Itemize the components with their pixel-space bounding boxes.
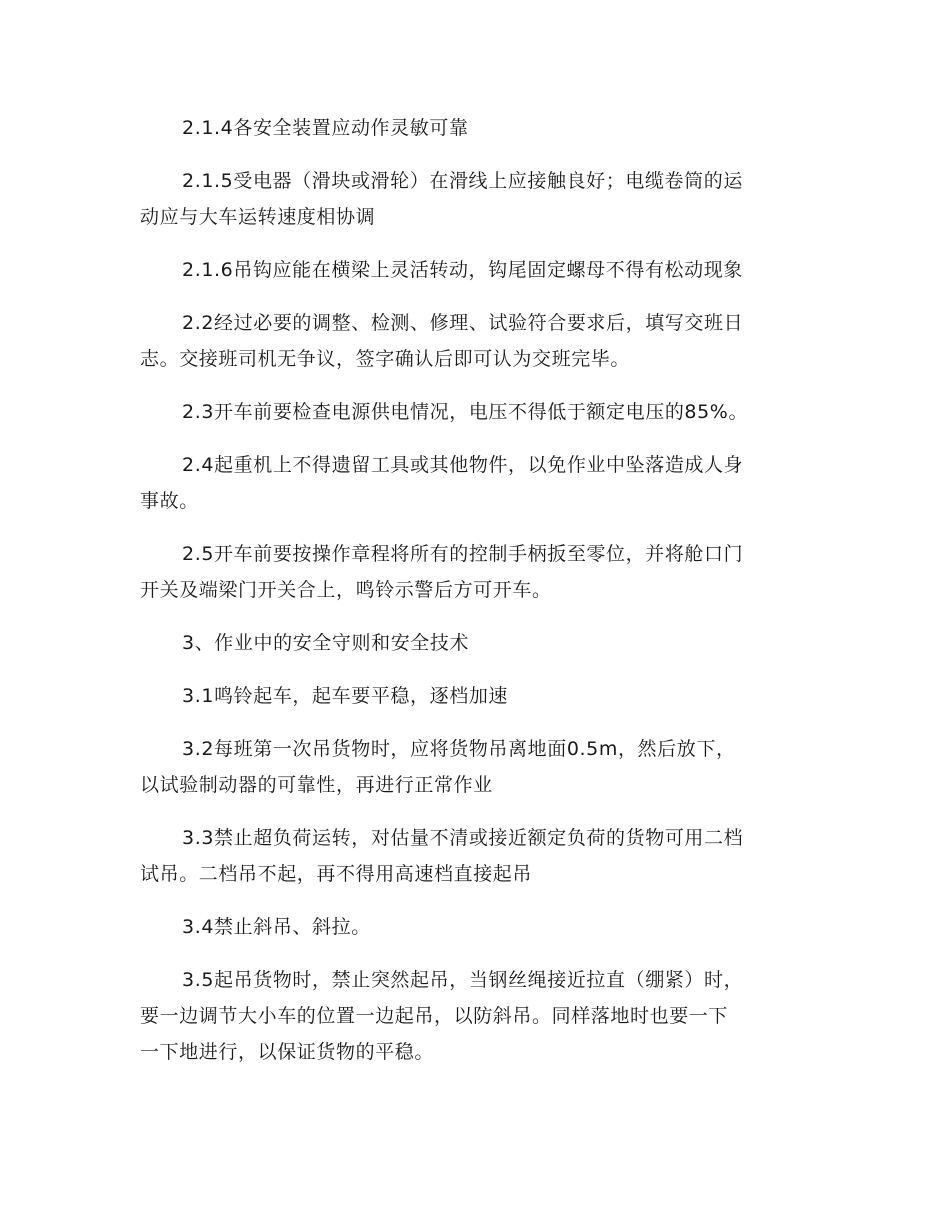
paragraph-2-3	[140, 394, 810, 430]
paragraph-2-4	[140, 447, 810, 519]
paragraph-2-5	[140, 536, 810, 608]
paragraph-line: 志。交接班司机无争议，签字确认后即可认为交班完毕。	[140, 348, 631, 370]
paragraph-3-4	[140, 909, 810, 945]
paragraph-line: 2.5开车前要按操作章程将所有的控制手柄扳至零位，并将舱口门	[182, 543, 744, 565]
paragraph-line: 2.3开车前要检查电源供电情况，电压不得低于额定电压的85%。	[182, 401, 749, 423]
paragraph-line: 2.1.5受电器（滑块或滑轮）在滑线上应接触良好；电缆卷筒的运	[182, 170, 743, 192]
paragraph-3-2	[140, 731, 810, 803]
paragraph-2-1-4	[140, 110, 810, 146]
paragraph-2-1-5	[140, 163, 810, 235]
paragraph-line: 动应与大车运转速度相协调	[140, 206, 376, 228]
paragraph-line: 2.1.6吊钩应能在横梁上灵活转动，钩尾固定螺母不得有松动现象	[182, 259, 743, 281]
paragraph-3-5	[140, 962, 810, 1070]
paragraph-2-1-6	[140, 252, 810, 288]
paragraph-line: 3.2每班第一次吊货物时，应将货物吊离地面0.5m，然后放下，	[182, 738, 736, 760]
paragraph-line: 3.4禁止斜吊、斜拉。	[182, 916, 371, 938]
section-heading-3	[140, 625, 810, 661]
paragraph-line: 3.1鸣铃起车，起车要平稳，逐档加速	[182, 685, 509, 707]
paragraph-line: 要一边调节大小车的位置一边起吊，以防斜吊。同样落地时也要一下	[140, 1005, 729, 1027]
paragraph-3-1	[140, 678, 810, 714]
paragraph-line: 2.1.4各安全装置应动作灵敏可靠	[182, 117, 469, 139]
paragraph-line: 开关及端梁门开关合上，鸣铃示警后方可开车。	[140, 579, 552, 601]
paragraph-3-3	[140, 820, 810, 892]
paragraph-line: 试吊。二档吊不起，再不得用高速档直接起吊	[140, 863, 533, 885]
paragraph-line: 2.4起重机上不得遗留工具或其他物件，以免作业中坠落造成人身	[182, 454, 744, 476]
paragraph-line: 事故。	[140, 490, 199, 512]
paragraph-line: 3、作业中的安全守则和安全技术	[182, 632, 470, 654]
paragraph-2-2	[140, 305, 810, 377]
paragraph-line: 3.5起吊货物时，禁止突然起吊，当钢丝绳接近拉直（绷紧）时，	[182, 969, 744, 991]
paragraph-line: 3.3禁止超负荷运转，对估量不清或接近额定负荷的货物可用二档	[182, 827, 744, 849]
paragraph-line: 一下地进行，以保证货物的平稳。	[140, 1041, 435, 1063]
document-body	[140, 110, 810, 1087]
paragraph-line: 2.2经过必要的调整、检测、修理、试验符合要求后，填写交班日	[182, 312, 744, 334]
paragraph-line: 以试验制动器的可靠性，再进行正常作业	[140, 774, 493, 796]
